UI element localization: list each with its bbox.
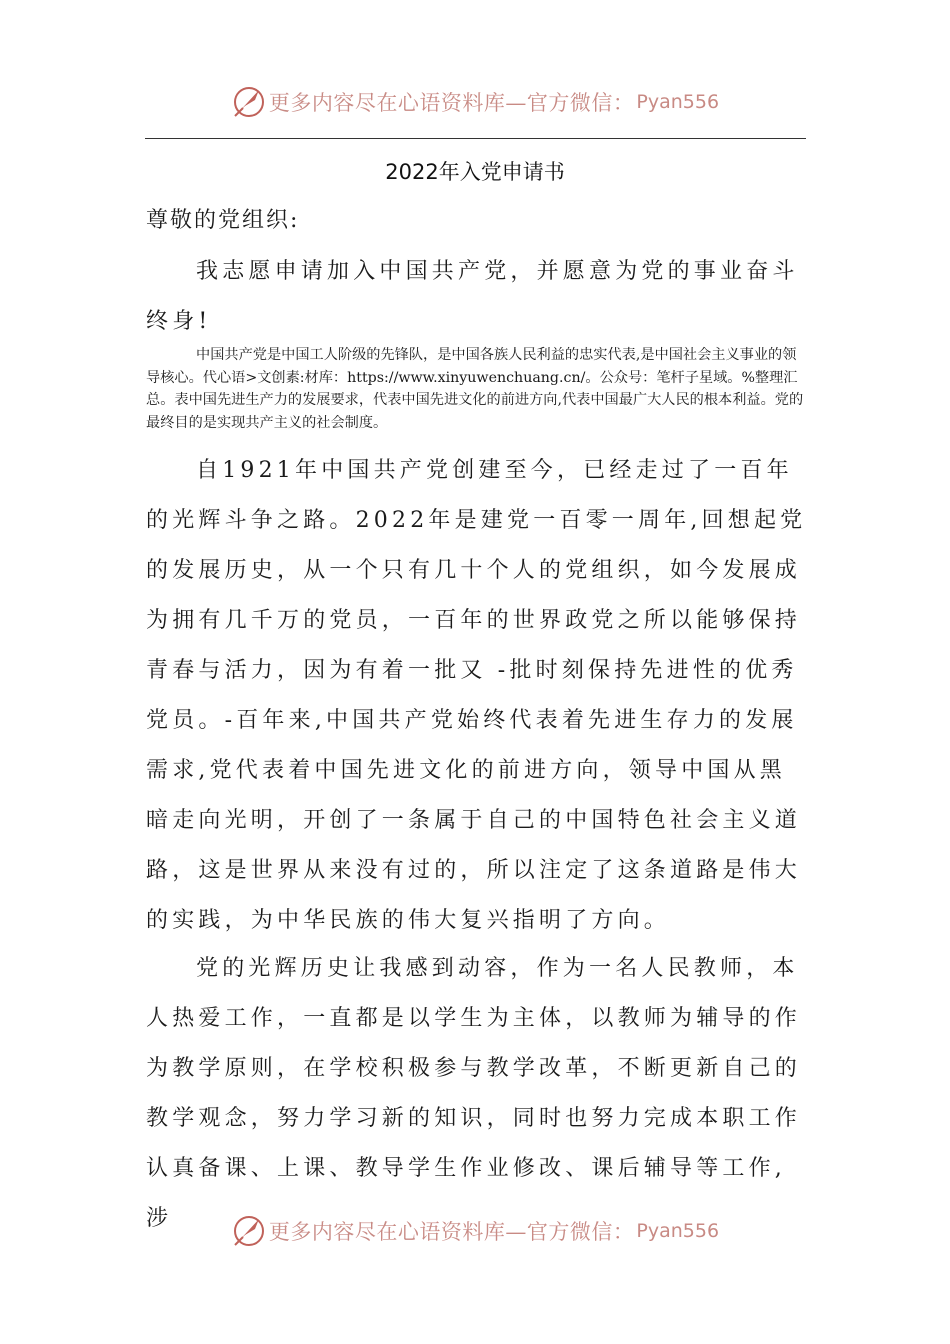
paragraph-4-text: 党的光辉历史让我感到动容，作为一名人民教师，本人热爱工作，一直都是以学生为主体，以教师为辅导的作为教学原则，在学校积极参与教学改革，不断更新自己的教学观念，努力学习新的知识，同时也努力完成本职工作认真备课、上课、教导学生作业修改、课后辅导等工作,涉 (146, 956, 802, 1231)
paragraph-1-text: 我志愿申请加入中国共产党，并愿意为党的事业奋斗终身! (146, 259, 799, 334)
header-banner (0, 82, 950, 122)
watermark-banner (231, 1213, 719, 1249)
paragraph-1 (146, 247, 807, 347)
banner-text: 更多内容尽在心语资料库—官方微信： (268, 91, 635, 115)
paragraph-3 (146, 446, 807, 946)
header-divider (145, 138, 806, 139)
footer-banner (0, 1211, 950, 1251)
quill-logo-icon (231, 84, 267, 120)
paragraph-4 (146, 944, 807, 1244)
watermark-banner (231, 84, 719, 120)
banner-text: 更多内容尽在心语资料库—官方微信： (268, 1220, 635, 1244)
paragraph-2 (146, 344, 809, 434)
wechat-id: Pyan556 (636, 91, 720, 113)
quill-logo-icon (231, 1213, 267, 1249)
document-title: 2022年入党申请书 (385, 160, 565, 184)
paragraph-3-text: 自1921年中国共产党创建至今，已经走过了一百年的光辉斗争之路。2022年是建党一百零一周年,回想起党的发展历史，从一个只有几十个人的党组织，如今发展成为拥有几千万的党员，一百年的世界政党之所以能够保持青春与活力，因为有着一批又 -批时刻保持先进性的优秀党员。-百年来,中国共产党始终代表着先进生存力的发展需求,党代表着中国先进文化的前进方向，领导中国从黑暗走向光明，开创了一条属于自己的中国特色社会主义道路，这是世界从来没有过的，所以注定了这条道路是伟大的实践，为中华民族的伟大复兴指明了方向。 (146, 458, 807, 933)
wechat-id: Pyan556 (636, 1220, 720, 1242)
paragraph-2-text: 中国共产党是中国工人阶级的先锋队，是中国各族人民利益的忠实代表,是中国社会主义事业的领导核心。代心语>文创素:材库：https://www.xinyuwenchuang.cn/。公众号：笔杆子星域。%整理汇总。表中国先进生产力的发展要求，代表中国先进文化的前进方向,代表中国最广大人民的根本利益。党的最终目的是实现共产主义的社会制度。 (146, 347, 804, 431)
greeting: 尊敬的党组织: (146, 208, 300, 233)
